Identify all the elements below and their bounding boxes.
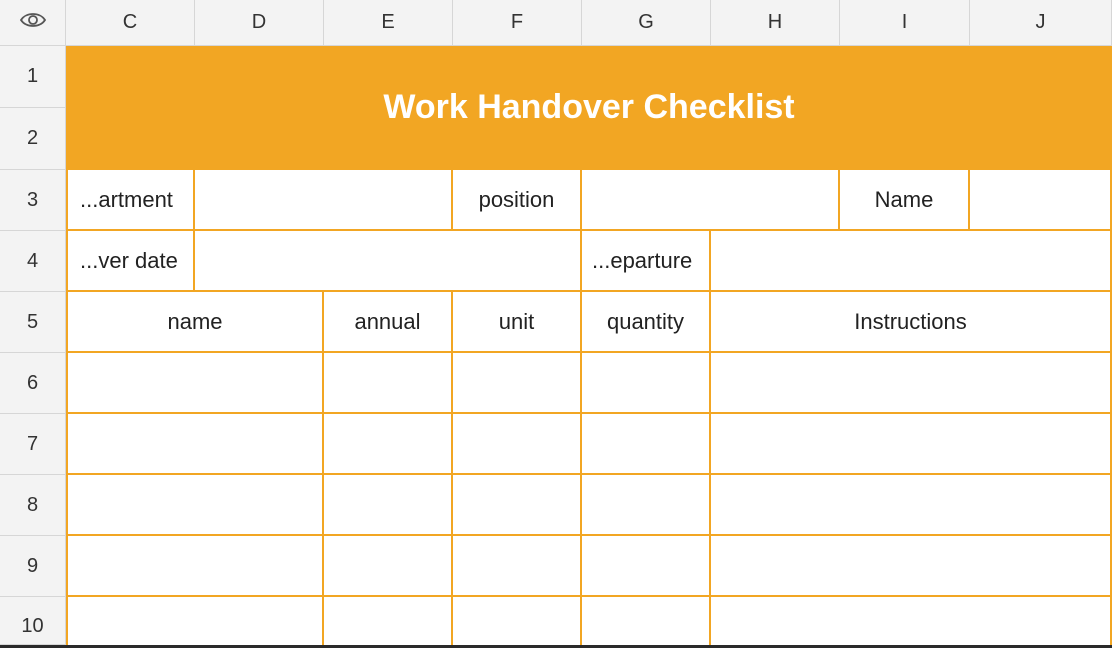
col-header-instructions[interactable]: Instructions [711, 292, 1112, 353]
column-header-g[interactable]: G [582, 0, 711, 46]
table-cell[interactable] [66, 414, 324, 475]
column-header-c[interactable]: C [66, 0, 195, 46]
sheet-title: Work Handover Checklist [383, 87, 795, 126]
name-label-cell[interactable]: Name [840, 170, 970, 231]
column-header-h[interactable]: H [711, 0, 840, 46]
eye-icon[interactable] [20, 11, 46, 35]
table-cell[interactable] [324, 475, 453, 536]
row-header-3[interactable]: 3 [0, 170, 66, 231]
table-cell[interactable] [711, 353, 1112, 414]
table-cell[interactable] [66, 353, 324, 414]
column-header-f[interactable]: F [453, 0, 582, 46]
table-cell[interactable] [324, 536, 453, 597]
col-header-name[interactable]: name [66, 292, 324, 353]
table-cell[interactable] [453, 414, 582, 475]
col-header-unit[interactable]: unit [453, 292, 582, 353]
table-cell[interactable] [453, 475, 582, 536]
table-cell[interactable] [324, 353, 453, 414]
table-cell[interactable] [582, 475, 711, 536]
departure-value-cell[interactable] [711, 231, 1112, 292]
department-label-cell[interactable]: ...artment [66, 170, 195, 231]
row-header-8[interactable]: 8 [0, 475, 66, 536]
table-cell[interactable] [711, 414, 1112, 475]
row-header-6[interactable]: 6 [0, 353, 66, 414]
table-cell[interactable] [582, 414, 711, 475]
row-header-1[interactable]: 1 [0, 46, 66, 108]
table-cell[interactable] [711, 597, 1112, 645]
column-header-d[interactable]: D [195, 0, 324, 46]
column-header-i[interactable]: I [840, 0, 970, 46]
col-header-quantity[interactable]: quantity [582, 292, 711, 353]
table-cell[interactable] [582, 597, 711, 645]
table-cell[interactable] [711, 475, 1112, 536]
column-header-e[interactable]: E [324, 0, 453, 46]
row-header-10[interactable]: 10 [0, 597, 66, 645]
row-header-5[interactable]: 5 [0, 292, 66, 353]
department-value-cell[interactable] [195, 170, 453, 231]
position-value-cell[interactable] [582, 170, 840, 231]
table-cell[interactable] [582, 536, 711, 597]
table-cell[interactable] [453, 597, 582, 645]
position-label-cell[interactable]: position [453, 170, 582, 231]
row-header-4[interactable]: 4 [0, 231, 66, 292]
handover-date-label-cell[interactable]: ...ver date [66, 231, 195, 292]
table-cell[interactable] [66, 475, 324, 536]
col-header-annual[interactable]: annual [324, 292, 453, 353]
table-cell[interactable] [711, 536, 1112, 597]
handover-date-value-cell[interactable] [195, 231, 582, 292]
table-cell[interactable] [324, 414, 453, 475]
select-all-corner[interactable] [0, 0, 66, 46]
table-cell[interactable] [582, 353, 711, 414]
table-cell[interactable] [66, 597, 324, 645]
table-cell[interactable] [453, 353, 582, 414]
table-cell[interactable] [324, 597, 453, 645]
table-cell[interactable] [453, 536, 582, 597]
row-header-7[interactable]: 7 [0, 414, 66, 475]
title-cell[interactable] [66, 46, 1112, 170]
column-header-j[interactable]: J [970, 0, 1112, 46]
table-cell[interactable] [66, 536, 324, 597]
departure-label-cell[interactable]: ...eparture [582, 231, 711, 292]
name-value-cell[interactable] [970, 170, 1112, 231]
row-header-2[interactable]: 2 [0, 108, 66, 170]
row-header-9[interactable]: 9 [0, 536, 66, 597]
